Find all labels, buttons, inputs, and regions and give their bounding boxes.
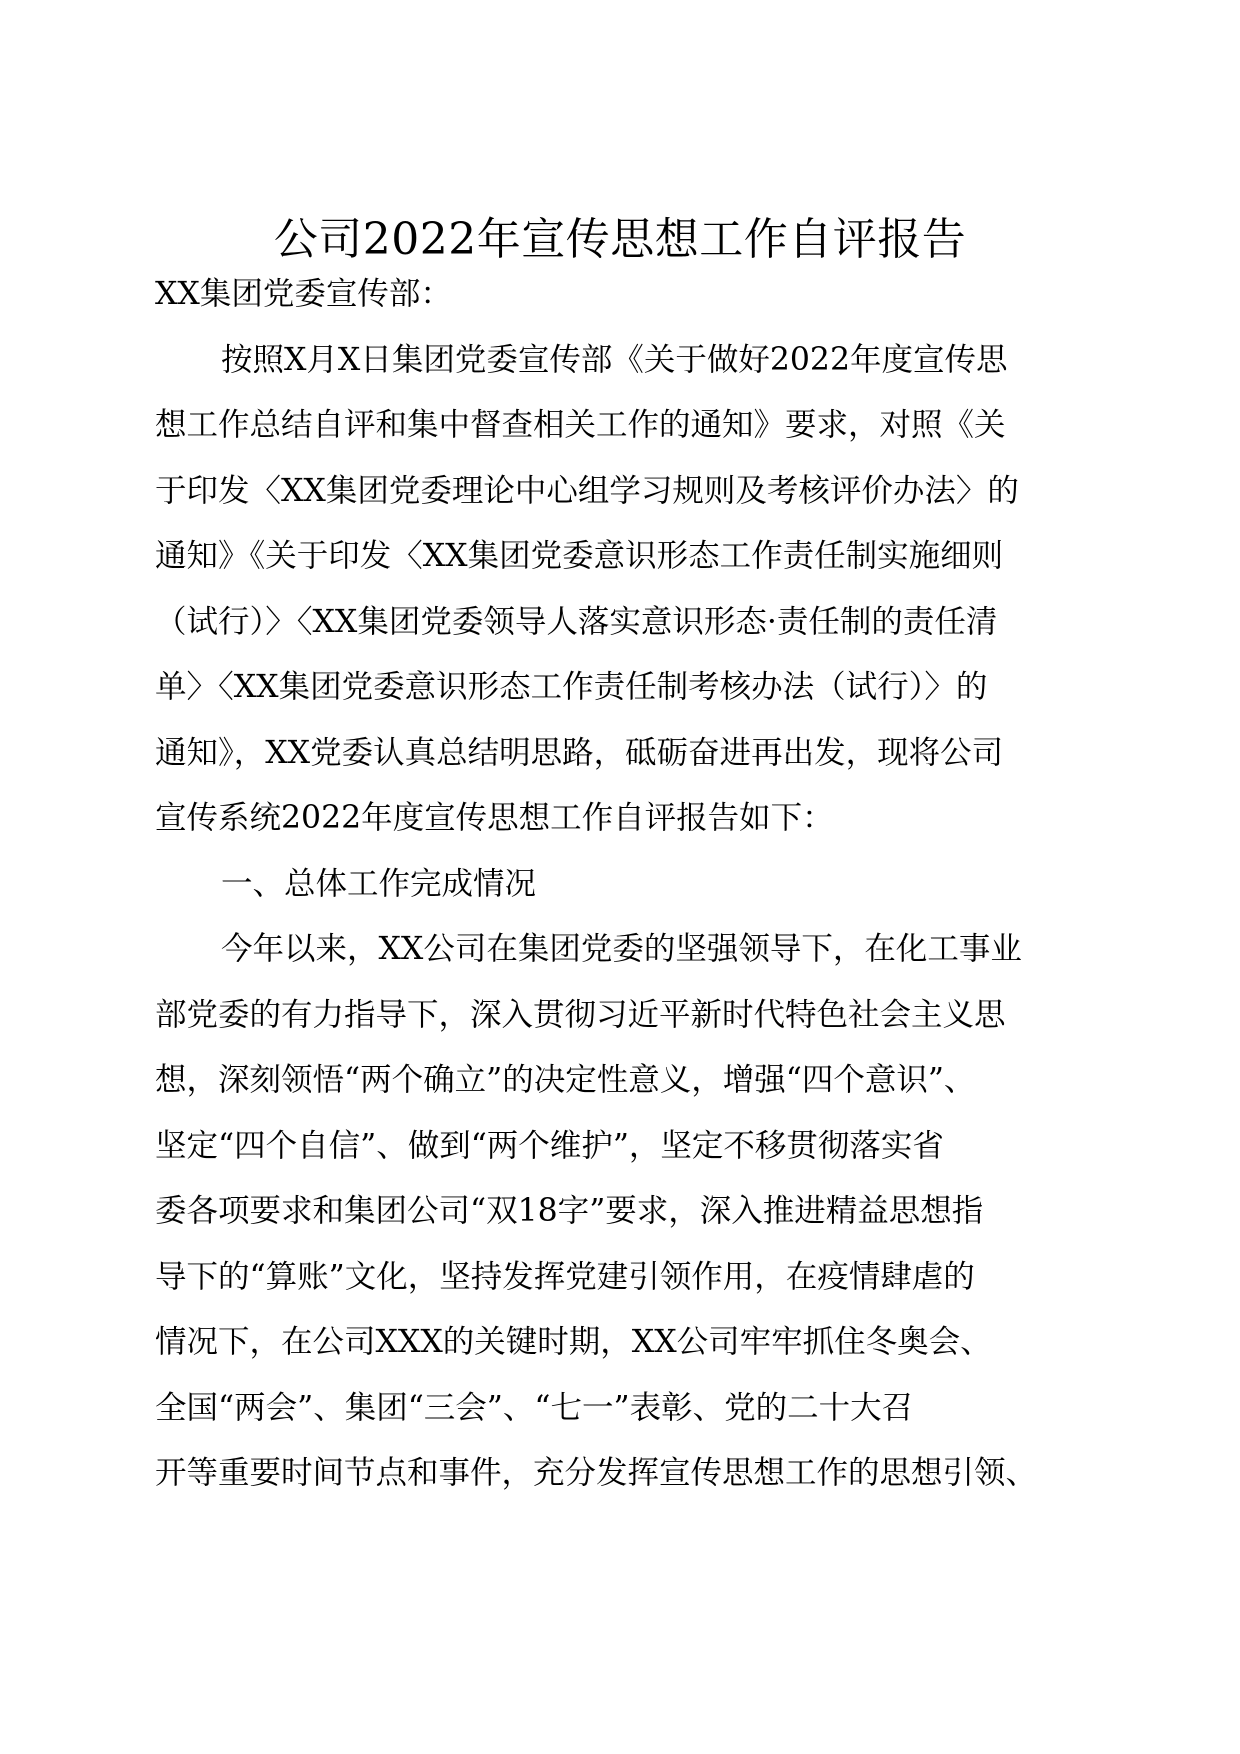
paragraph-line: 按照X月X日集团党委宣传部《关于做好2022年度宣传思	[221, 341, 1008, 378]
paragraph-line: 通知》《关于印发〈XX集团党委意识形态工作责任制实施细则	[155, 538, 1004, 574]
section-heading: 一、总体工作完成情况	[221, 865, 537, 902]
paragraph-line: 坚定“四个自信”、做到“两个维护”，坚定不移贯彻落实省	[155, 1127, 944, 1164]
paragraph-line: 宣传系统2022年度宣传思想工作自评报告如下：	[155, 800, 834, 836]
paragraph-line: 情况下，在公司XXX的关键时期，XX公司牢牢抓住冬奥会、	[155, 1324, 992, 1360]
paragraph-line: 于印发〈XX集团党委理论中心组学习规则及考核评价办法〉的	[155, 472, 1019, 509]
salutation: XX集团党委宣传部：	[155, 276, 452, 312]
document-title: 公司2022年宣传思想工作自评报告	[273, 214, 967, 265]
paragraph-line: 导下的“算账”文化，坚持发挥党建引领作用，在疫情肆虐的	[155, 1258, 975, 1295]
document-body	[155, 262, 1085, 1507]
paragraph-line: 想工作总结自评和集中督查相关工作的通知》要求，对照《关	[155, 407, 1006, 443]
paragraph-line: 想，深刻领悟“两个确立”的决定性意义，增强“四个意识”、	[155, 1062, 976, 1098]
paragraph-line: （试行）〉〈XX集团党委领导人落实意识形态·责任制的责任清	[155, 603, 998, 640]
paragraph-line: 部党委的有力指导下，深入贯彻习近平新时代特色社会主义思	[155, 996, 1006, 1033]
paragraph-line: 委各项要求和集团公司“双18字”要求，深入推进精益思想指	[155, 1193, 984, 1229]
paragraph-line: 全国“两会”、集团“三会”、“七一”表彰、党的二十大召	[155, 1389, 914, 1426]
paragraph-line: 单〉〈XX集团党委意识形态工作责任制考核办法（试行）〉的	[155, 669, 988, 705]
paragraph-line: 通知》，XX党委认真总结明思路，砥砺奋进再出发，现将公司	[155, 734, 1004, 771]
paragraph-line: 开等重要时间节点和事件，充分发挥宣传思想工作的思想引领、	[155, 1455, 1038, 1491]
paragraph-line: 今年以来，XX公司在集团党委的坚强领导下，在化工事业	[221, 931, 1022, 967]
